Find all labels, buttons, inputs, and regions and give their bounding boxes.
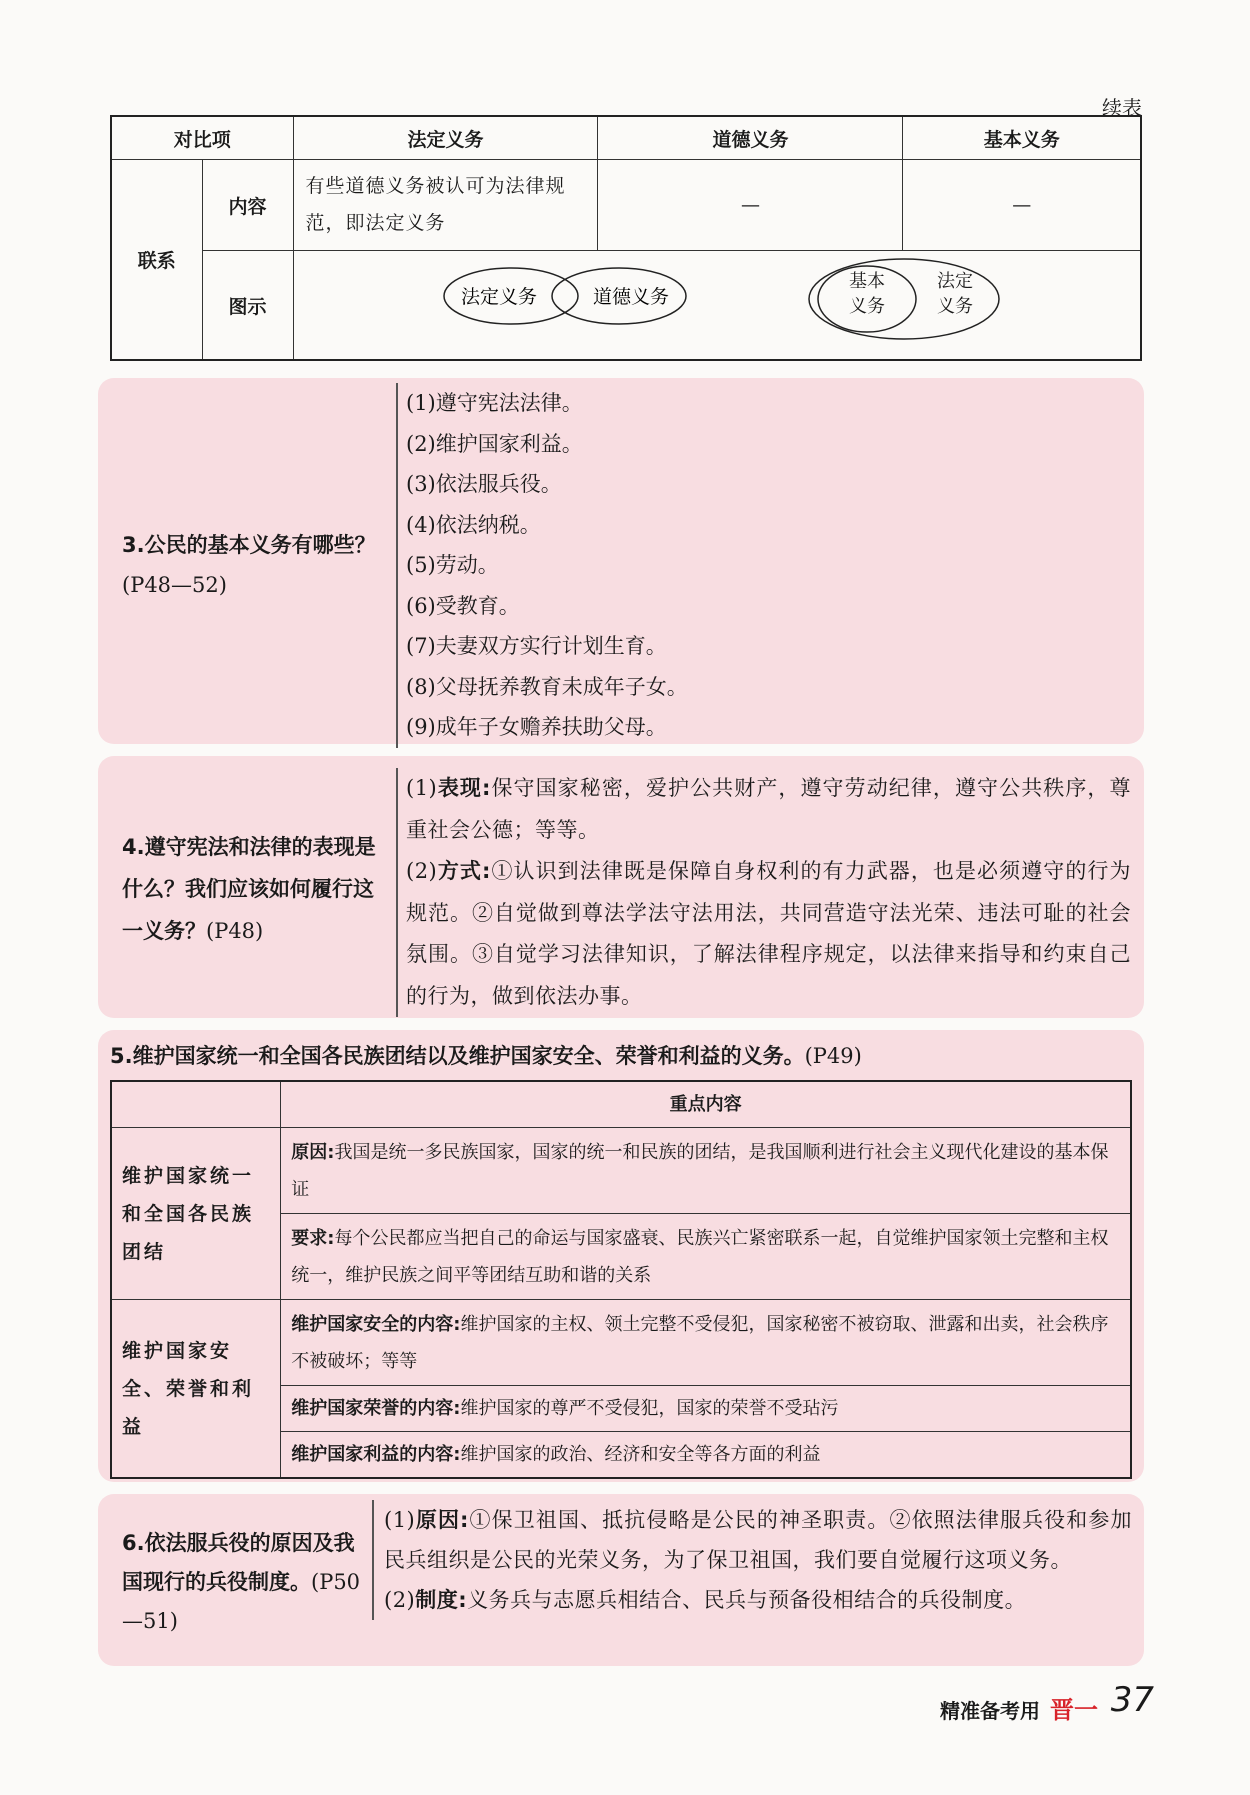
answer-4-prefix-2: (2) <box>406 859 438 883</box>
question-5-title <box>110 1036 1110 1076</box>
content-basic-cell: — <box>903 160 1141 251</box>
honor-content-cell <box>281 1386 1131 1432</box>
answer-3-item: (2)维护国家利益。 <box>406 431 583 456</box>
question-5-number: 5. <box>110 1044 133 1068</box>
row-label-diagram: 图示 <box>202 251 293 361</box>
comparison-table <box>110 115 1142 361</box>
duty-table-corner <box>111 1081 281 1128</box>
security-content-cell <box>281 1300 1131 1386</box>
answer-4-text-2: ①认识到法律既是保障自身权利的有力武器，也是必须遵守的行为规范。②自觉做到尊法学法守法用法，共同营造守法光荣、违法可耻的社会氛围。③自觉学习法律知识，了解法律程序规定，以法律来指导和约束自己的行为，做到依法办事。 <box>406 859 1131 1008</box>
question-6-text: 依法服兵役的原因及我国现行的兵役制度。 <box>122 1531 355 1594</box>
question-3 <box>122 525 390 605</box>
duty-table-header-row <box>111 1081 1131 1128</box>
diagram-cell <box>293 251 1141 361</box>
header-moral-duty: 道德义务 <box>598 116 903 160</box>
content-row <box>111 160 1141 251</box>
question-4 <box>122 826 388 952</box>
duty-table-row <box>111 1300 1131 1386</box>
group-unity: 维护国家统一和全国各民族团结 <box>111 1128 281 1300</box>
diagram2-outer-label: 法定义务 <box>936 271 973 317</box>
content-legal-cell: 有些道德义务被认可为法律规范，即法定义务 <box>293 160 598 251</box>
interest-content-text: 维护国家的政治、经济和安全等各方面的利益 <box>460 1444 821 1465</box>
unity-reason-text: 我国是统一多民族国家，国家的统一和民族的团结，是我国顺利进行社会主义现代化建设的基本保证 <box>291 1141 1109 1200</box>
answer-6 <box>372 1500 1132 1620</box>
brand-logo: 晋一 <box>1050 1696 1098 1724</box>
question-5-text: 维护国家统一和全国各民族团结以及维护国家安全、荣誉和利益的义务。 <box>132 1044 805 1068</box>
answer-3-item: (4)依法纳税。 <box>406 512 541 537</box>
answer-4-part-2 <box>406 851 1131 1017</box>
security-content-label: 维护国家安全的内容: <box>291 1313 461 1335</box>
group-security: 维护国家安全、荣誉和利益 <box>111 1300 281 1479</box>
answer-3-item: (7)夫妻双方实行计划生育。 <box>406 634 667 658</box>
diagram-row <box>111 251 1141 361</box>
answer-4-part-1 <box>406 768 1131 851</box>
answer-3-item: (5)劳动。 <box>406 553 499 577</box>
header-legal-duty: 法定义务 <box>293 116 598 160</box>
question-6-number: 6. <box>122 1531 145 1555</box>
answer-3-item: (6)受教育。 <box>406 593 520 618</box>
duty-content-table <box>110 1080 1132 1479</box>
answer-4-text-1: 保守国家秘密，爱护公共财产，遵守劳动纪律，遵守公共秩序，尊重社会公德；等等。 <box>406 776 1131 842</box>
answer-6-prefix-2: (2) <box>384 1588 416 1612</box>
footer-tagline: 精准备考用 <box>940 1699 1040 1723</box>
answer-4-label-manifest: 表现: <box>437 776 491 800</box>
diagram2-inner-label: 基本义务 <box>848 271 885 317</box>
comparison-header-row <box>111 116 1141 160</box>
answer-3-item: (9)成年子女赡养扶助父母。 <box>406 715 667 739</box>
venn-diagrams <box>294 251 1140 359</box>
honor-content-text: 维护国家的尊严不受侵犯，国家的荣誉不受玷污 <box>460 1398 839 1419</box>
answer-6-part-1 <box>384 1500 1132 1580</box>
honor-content-label: 维护国家荣誉的内容: <box>291 1398 461 1419</box>
unity-requirement-text: 每个公民都应当把自己的命运与国家盛衰、民族兴亡紧密联系一起，自觉维护国家领土完整和主权统一，维护民族之间平等团结互助和谐的关系 <box>291 1227 1109 1286</box>
answer-6-text-1: ①保卫祖国、抵抗侵略是公民的神圣职责。②依照法律服兵役和参加民兵组织是公民的光荣义务，为了保卫祖国，我们要自觉履行这项义务。 <box>384 1508 1132 1572</box>
answer-3 <box>396 383 1106 748</box>
answer-4-prefix-1: (1) <box>406 776 438 800</box>
question-3-number: 3. <box>122 533 145 557</box>
question-4-text: 遵守宪法和法律的表现是什么？我们应该如何履行这一义务？ <box>122 835 376 943</box>
answer-6-part-2 <box>384 1580 1132 1620</box>
answer-6-text-2: 义务兵与志愿兵相结合、民兵与预备役相结合的兵役制度。 <box>467 1588 1027 1612</box>
duty-table-header: 重点内容 <box>669 1094 742 1115</box>
continued-label: 续表 <box>1102 96 1142 120</box>
unity-reason-label: 原因: <box>291 1141 335 1163</box>
content-moral-cell: — <box>598 160 903 251</box>
duty-table-row <box>111 1128 1131 1214</box>
diagram1-left-label: 法定义务 <box>460 286 537 308</box>
unity-requirement-cell <box>281 1214 1131 1300</box>
question-6-page-ref: (P50—51) <box>122 1570 361 1633</box>
page-number: 37 <box>1110 1680 1154 1720</box>
group-label-relation: 联系 <box>111 160 202 361</box>
question-3-text: 公民的基本义务有哪些？ <box>144 533 376 557</box>
diagram1-right-label: 道德义务 <box>592 286 669 308</box>
answer-3-item: (8)父母抚养教育未成年子女。 <box>406 674 688 699</box>
answer-6-label-system: 制度: <box>415 1588 468 1612</box>
answer-3-item: (3)依法服兵役。 <box>406 472 562 496</box>
interest-content-cell <box>281 1432 1131 1479</box>
answer-3-item: (1)遵守宪法法律。 <box>406 391 583 415</box>
header-basic-duty: 基本义务 <box>903 116 1141 160</box>
question-3-page-ref: (P48—52) <box>122 573 227 597</box>
unity-reason-cell <box>281 1128 1131 1214</box>
answer-4-label-method: 方式: <box>437 859 491 883</box>
question-5-page-ref: (P49) <box>804 1044 862 1068</box>
header-compare-item: 对比项 <box>111 116 293 160</box>
question-4-number: 4. <box>122 835 145 859</box>
answer-4 <box>396 768 1131 1017</box>
question-6 <box>122 1524 372 1641</box>
answer-6-prefix-1: (1) <box>384 1508 416 1532</box>
question-4-page-ref: (P48) <box>206 919 264 943</box>
answer-6-label-reason: 原因: <box>415 1508 469 1532</box>
security-content-text: 维护国家的主权、领土完整不受侵犯，国家秘密不被窃取、泄露和出卖，社会秩序不被破坏；等等 <box>291 1313 1109 1372</box>
unity-requirement-label: 要求: <box>291 1227 335 1249</box>
row-label-content: 内容 <box>202 160 293 251</box>
interest-content-label: 维护国家利益的内容: <box>291 1444 461 1465</box>
